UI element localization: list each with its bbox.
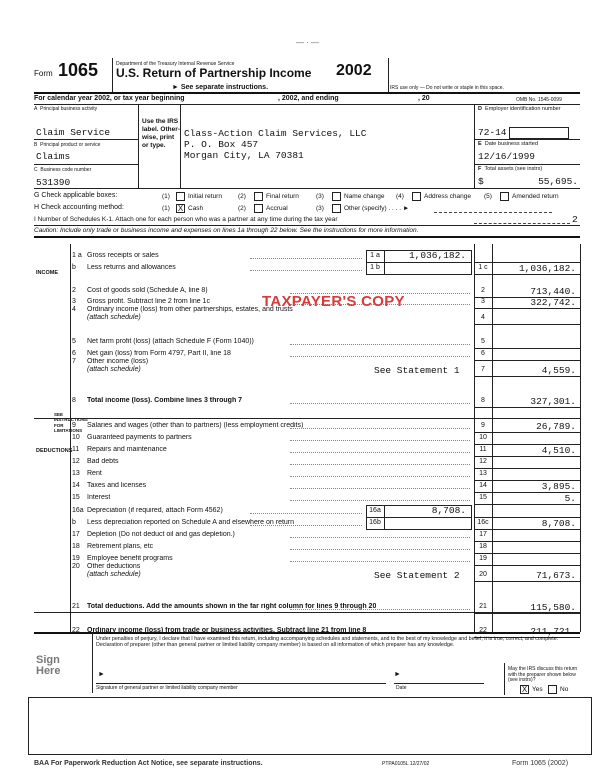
- leader-dots: [290, 500, 470, 501]
- line-ref-label: 6: [481, 350, 485, 357]
- line-ref-label: 14: [479, 482, 487, 489]
- line-description: Cost of goods sold (Schedule A, line 8): [87, 287, 208, 294]
- form-number: 1065: [58, 60, 99, 80]
- line-description: Taxes and licenses: [87, 482, 147, 489]
- line-description: Retirement plans, etc: [87, 543, 154, 550]
- row-rule: [474, 376, 580, 377]
- date-field[interactable]: [394, 683, 484, 684]
- year-20-label: , 20: [418, 95, 430, 102]
- date-started-value: 12/16/1999: [478, 151, 536, 162]
- form-title: U.S. Return of Partnership Income: [116, 66, 312, 80]
- footer-code: PTPA0105L 12/27/02: [382, 761, 430, 767]
- ein-value: 72-14: [478, 127, 507, 138]
- line-description: Depreciation (if required, attach Form 4562): [87, 507, 223, 514]
- discuss-question: May the IRS discuss this return with the preparer shown below (see instrs)?: [508, 666, 578, 683]
- line-c-label: C Business code number: [34, 167, 92, 173]
- name-change-checkbox[interactable]: [332, 192, 341, 201]
- line-i-label: I Number of Schedules K-1. Attach one for each person who was a partner at any time during the tax year: [34, 216, 338, 223]
- statement-reference: See Statement 1: [374, 365, 460, 376]
- tax-year: 2002: [336, 62, 372, 79]
- leader-dots: [290, 440, 470, 441]
- leader-dots: [290, 476, 470, 477]
- ein-redaction: [509, 127, 569, 139]
- line-number: b: [72, 519, 76, 526]
- line-number: 22: [72, 627, 80, 634]
- line-amount: 115,580.: [530, 602, 576, 613]
- line-number: 5: [72, 338, 76, 345]
- line-description: Repairs and maintenance: [87, 446, 167, 453]
- initial-return-checkbox[interactable]: [176, 192, 185, 201]
- form-prefix: Form: [34, 69, 53, 78]
- partnership-city: Morgan City, LA 70381: [184, 150, 304, 161]
- principal-product-value: Claims: [36, 151, 71, 162]
- header: [0, 0, 608, 95]
- line-description: Net farm profit (loss) (attach Schedule F (Form 1040)): [87, 338, 254, 345]
- line-a-label: A Principal business activity: [34, 106, 98, 112]
- line-ref-label: 5: [481, 338, 485, 345]
- line-e-label: E Date business started: [478, 141, 538, 147]
- line-ref-label: 18: [479, 543, 487, 550]
- column-divider: [474, 244, 475, 632]
- leader-dots: [290, 549, 470, 550]
- amended-return-checkbox[interactable]: [500, 192, 509, 201]
- row-rule: [474, 581, 580, 582]
- line-amount: 26,789.: [536, 421, 576, 432]
- leader-dots: [290, 428, 470, 429]
- mid-line-label: 16a: [369, 507, 381, 514]
- entity-block: [34, 104, 580, 188]
- address-change-checkbox[interactable]: [412, 192, 421, 201]
- mid-amount: 1,036,182.: [408, 250, 466, 261]
- line-number: 20: [72, 563, 80, 570]
- line-number: 19: [72, 555, 80, 562]
- line-number: 4: [72, 306, 76, 313]
- line-description: Interest: [87, 494, 111, 501]
- leader-dots: [290, 464, 470, 465]
- line-number: 12: [72, 458, 80, 465]
- line-h-label: H Check accounting method:: [34, 204, 124, 211]
- date-label: Date: [396, 685, 407, 691]
- partnership-name: Class-Action Claim Services, LLC: [184, 128, 367, 139]
- preparer-redaction: [28, 697, 592, 755]
- row-rule: [474, 613, 580, 614]
- line-sub-description: (attach schedule): [87, 571, 141, 578]
- leader-dots: [290, 537, 470, 538]
- agency-line: Department of the Treasury Internal Revenue Service: [116, 61, 235, 67]
- line-description: Bad debts: [87, 458, 119, 465]
- line-description: Less depreciation reported on Schedule A and elsewhere on return: [87, 519, 295, 526]
- line-description: Depletion (Do not deduct oil and gas depletion.): [87, 531, 235, 538]
- line-ref-label: 22: [479, 627, 487, 634]
- row-rule: [474, 468, 580, 469]
- line-amount: 4,559.: [541, 365, 576, 376]
- leader-dots: [250, 270, 362, 271]
- line-amount: 71,673.: [536, 570, 576, 581]
- line-description: Total deductions. Add the amounts shown in the far right column for lines 9 through 20: [87, 603, 377, 610]
- discuss-yes-checkbox[interactable]: X: [521, 685, 528, 694]
- row-rule: [474, 553, 580, 554]
- statement-reference: See Statement 2: [374, 570, 460, 581]
- income-side-label: INCOME: [36, 270, 58, 276]
- omb-number: OMB No. 1545-0099: [516, 97, 562, 103]
- line-ref-label: 10: [479, 434, 487, 441]
- line-ref-label: 7: [481, 366, 485, 373]
- line-amount: 3,895.: [541, 481, 576, 492]
- yes-label: Yes: [532, 686, 543, 693]
- line-ref-label: 15: [479, 494, 487, 501]
- line-description: Net gain (loss) from Form 4797, Part II, line 18: [87, 350, 231, 357]
- line-amount: 327,301.: [530, 396, 576, 407]
- taxpayers-copy-stamp: TAXPAYER'S COPY: [262, 293, 405, 310]
- calendar-year-label: For calendar year 2002, or tax year beginning: [34, 95, 185, 102]
- signature-label: Signature of general partner or limited liability company member: [96, 685, 238, 691]
- line-number: 1 a: [72, 252, 82, 259]
- row-rule: [474, 274, 580, 275]
- line-description: Employee benefit programs: [87, 555, 173, 562]
- line-number: 6: [72, 350, 76, 357]
- line-number: 11: [72, 446, 80, 453]
- line-amount: 322,742.: [530, 297, 576, 308]
- line-ref-label: 2: [481, 287, 485, 294]
- leader-dots: [250, 258, 362, 259]
- accrual-method-checkbox[interactable]: [254, 204, 263, 213]
- row-rule: [474, 360, 580, 361]
- total-assets-currency: $: [478, 176, 484, 187]
- line-f-label: F Total assets (see instrs): [478, 166, 543, 172]
- line-b-label: B Principal product or service: [34, 142, 101, 148]
- line-description: Guaranteed payments to partners: [87, 434, 192, 441]
- line-ref-label: 16c: [477, 519, 489, 526]
- mid-amount-box[interactable]: [384, 517, 472, 530]
- line-ref-label: 3: [481, 298, 485, 305]
- line-number: 8: [72, 397, 76, 404]
- leader-dots: [290, 488, 470, 489]
- line-ref-label: 8: [481, 397, 485, 404]
- column-divider: [580, 244, 581, 632]
- business-code-value: 531390: [36, 177, 71, 188]
- checks-block: G Check applicable boxes: (1) Initial return (2) Final return (3) Name change (4) Address change (5) Amended return H Check accounting method: (1) X Cash (2) Accrual (3) Other (specify) . . . . ► I Number of Schedules K-1. Attach one for each person who was a partner at any time during the tax year 2 Caution: Include only trade or business income and expenses on lines 1a through 22 below. See the instructions for more information.: [34, 189, 580, 235]
- total-assets-value: 55,695.: [538, 176, 578, 187]
- signature-field[interactable]: [96, 683, 386, 684]
- line-ref-label: 20: [479, 571, 487, 578]
- line-number: 16a: [72, 507, 84, 514]
- row-rule: [474, 504, 580, 505]
- line-ref-label: 13: [479, 470, 487, 477]
- line-description: Salaries and wages (other than to partners) (less employment credits): [87, 422, 304, 429]
- caution-note: Caution: Include only trade or business income and expenses on lines 1a through 22 below. See the instructions for more information.: [34, 227, 419, 234]
- line-number: 9: [72, 422, 76, 429]
- row-rule: [474, 407, 580, 408]
- line-ref-label: 21: [479, 603, 487, 610]
- mid-line-label: 1 b: [370, 264, 380, 271]
- line-description: Gross receipts or sales: [87, 252, 159, 259]
- line-description: Gross profit. Subtract line 2 from line 1c: [87, 298, 210, 305]
- leader-dots: [290, 403, 470, 404]
- row-rule: [474, 324, 580, 325]
- footer-baa: BAA For Paperwork Reduction Act Notice, see separate instructions.: [34, 760, 263, 767]
- line-number: 21: [72, 603, 80, 610]
- perjury-statement: Under penalties of perjury, I declare that I have examined this return, including accompanying schedules and statements, and to the best of my knowledge and belief, it is true, correct, and complete. Declaration of preparer (other than general partner or limited liability company member) is based on all information of which preparer has any knowledge.: [96, 636, 559, 649]
- leader-dots: [290, 344, 470, 345]
- line-number: 7: [72, 358, 76, 365]
- no-label: No: [560, 686, 569, 693]
- mid-line-label: 16b: [369, 519, 381, 526]
- principal-activity-value: Claim Service: [36, 127, 111, 138]
- line-number: 2: [72, 287, 76, 294]
- row-rule: [474, 529, 580, 530]
- line-number: b: [72, 264, 76, 271]
- line-ref-label: 4: [481, 314, 485, 321]
- irs-use-only: IRS use only — Do not write or staple in this space.: [390, 85, 504, 91]
- line-number: 15: [72, 494, 80, 501]
- line-amount: 211,721.: [530, 626, 576, 637]
- row-rule: [474, 348, 580, 349]
- line-description: Rent: [87, 470, 102, 477]
- irs-label-instructions: Use the IRS label. Other-wise, print or type.: [142, 118, 180, 149]
- line-description: Other deductions: [87, 563, 141, 570]
- line-description: Less returns and allowances: [87, 264, 176, 271]
- line-ref-label: 12: [479, 458, 487, 465]
- row-rule: [474, 541, 580, 542]
- line-amount: 1,036,182.: [518, 263, 576, 274]
- see-instructions: ► See separate instructions.: [172, 84, 269, 91]
- final-return-checkbox[interactable]: [254, 192, 263, 201]
- line-number: 10: [72, 434, 80, 441]
- line-amount: 4,510.: [541, 445, 576, 456]
- line-description: Total income (loss). Combine lines 3 through 7: [87, 397, 243, 404]
- leader-dots: [250, 513, 362, 514]
- footer-form: Form 1065 (2002): [512, 760, 569, 767]
- line-number: 14: [72, 482, 80, 489]
- leader-dots: [290, 561, 470, 562]
- line-ref-label: 17: [479, 531, 487, 538]
- line-amount: 713,440.: [530, 286, 576, 297]
- sign-block: Sign Here Under penalties of perjury, I declare that I have examined this return, including accompanying schedules and statements, and to the best of my knowledge and belief, it is true, correct, and complete. Declaration of preparer (other than general partner or limited liability company member) is based on all information of which preparer has any knowledge. ► Signature of general partner or limited liability company member ► Date May the IRS discuss this return with the preparer shown below (see instrs)? X Yes No: [34, 633, 580, 697]
- sign-here-label: Sign Here: [36, 654, 61, 677]
- mid-amount-box[interactable]: [384, 262, 472, 275]
- line-description: Ordinary income (loss) from other partnerships, estates, and trusts: [87, 306, 293, 313]
- k1-count: 2: [572, 214, 578, 225]
- line-number: 13: [72, 470, 80, 477]
- side-label-divider: [70, 244, 71, 632]
- leader-dots: [290, 452, 470, 453]
- row-rule: [474, 432, 580, 433]
- line-amount: 5.: [564, 493, 576, 504]
- line-description: Ordinary income (loss) from trade or business activities. Subtract line 21 from line 8: [87, 627, 367, 634]
- line-sub-description: (attach schedule): [87, 366, 141, 373]
- line-d-label: D Employer identification number: [478, 106, 561, 112]
- column-divider: [492, 244, 493, 632]
- mid-line-label: 1 a: [370, 252, 380, 259]
- cash-method-checkbox[interactable]: X: [177, 204, 184, 213]
- line-number: 3: [72, 298, 76, 305]
- pen-mark: — · —: [296, 38, 320, 47]
- line-description: Other income (loss): [87, 358, 149, 365]
- line-number: 18: [72, 543, 80, 550]
- line-sub-description: (attach schedule): [87, 314, 141, 321]
- partnership-address: P. O. Box 457: [184, 139, 259, 150]
- row-rule: [474, 456, 580, 457]
- see-instructions-side-label: SEE INSTRUCTIONS FOR LIMITATIONS: [54, 412, 88, 433]
- leader-dots: [290, 609, 470, 610]
- other-specify-line[interactable]: [434, 212, 552, 213]
- line-ref-label: 1 c: [478, 264, 488, 271]
- row-rule: [474, 308, 580, 309]
- line-ref-label: 11: [479, 446, 487, 453]
- line-ref-label: 9: [481, 422, 485, 429]
- row-rule: [474, 565, 580, 566]
- line-g-label: G Check applicable boxes:: [34, 192, 118, 199]
- line-amount: 8,708.: [541, 518, 576, 529]
- mid-amount: 8,708.: [431, 505, 466, 516]
- year-ending-label: , 2002, and ending: [278, 95, 339, 102]
- deductions-side-label: DEDUCTIONS: [36, 448, 73, 454]
- discuss-no-checkbox[interactable]: [548, 685, 557, 694]
- other-method-checkbox[interactable]: [332, 204, 341, 213]
- leader-dots: [290, 356, 470, 357]
- leader-dots: [250, 525, 362, 526]
- line-ref-label: 19: [479, 555, 487, 562]
- line-number: 17: [72, 531, 80, 538]
